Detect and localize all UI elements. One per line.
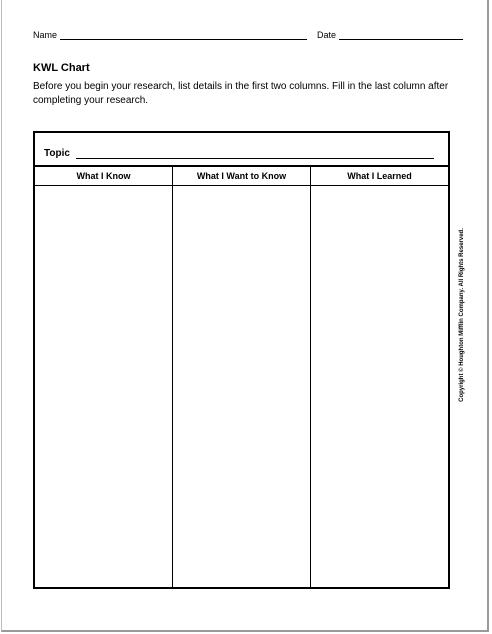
copyright-text: Copyright © Houghton Mifflin Company. All Rights Reserved. [459, 228, 465, 402]
date-field[interactable] [339, 30, 463, 40]
copyright-notice [459, 222, 465, 408]
column-header-know: What I Know [35, 167, 172, 186]
topic-field[interactable] [76, 158, 434, 159]
name-label: Name [33, 30, 58, 40]
column-want-to-know [173, 167, 311, 587]
column-header-want-to-know: What I Want to Know [173, 167, 310, 186]
kwl-columns [35, 167, 448, 587]
column-body-want-to-know[interactable] [173, 186, 310, 587]
instructions: Before you begin your research, list details in the first two columns. Fill in the last column after completing your research. [33, 81, 449, 106]
column-header-learned: What I Learned [311, 167, 448, 186]
column-body-learned[interactable] [311, 186, 448, 587]
date-label: Date [317, 30, 337, 40]
topic-row [35, 133, 448, 167]
kwl-chart [33, 131, 450, 589]
column-learned [311, 167, 448, 587]
name-field[interactable] [60, 30, 307, 40]
page-title: KWL Chart [33, 62, 90, 74]
name-date-line [33, 26, 463, 40]
topic-label: Topic [44, 148, 70, 159]
column-know [35, 167, 173, 587]
column-body-know[interactable] [35, 186, 172, 587]
